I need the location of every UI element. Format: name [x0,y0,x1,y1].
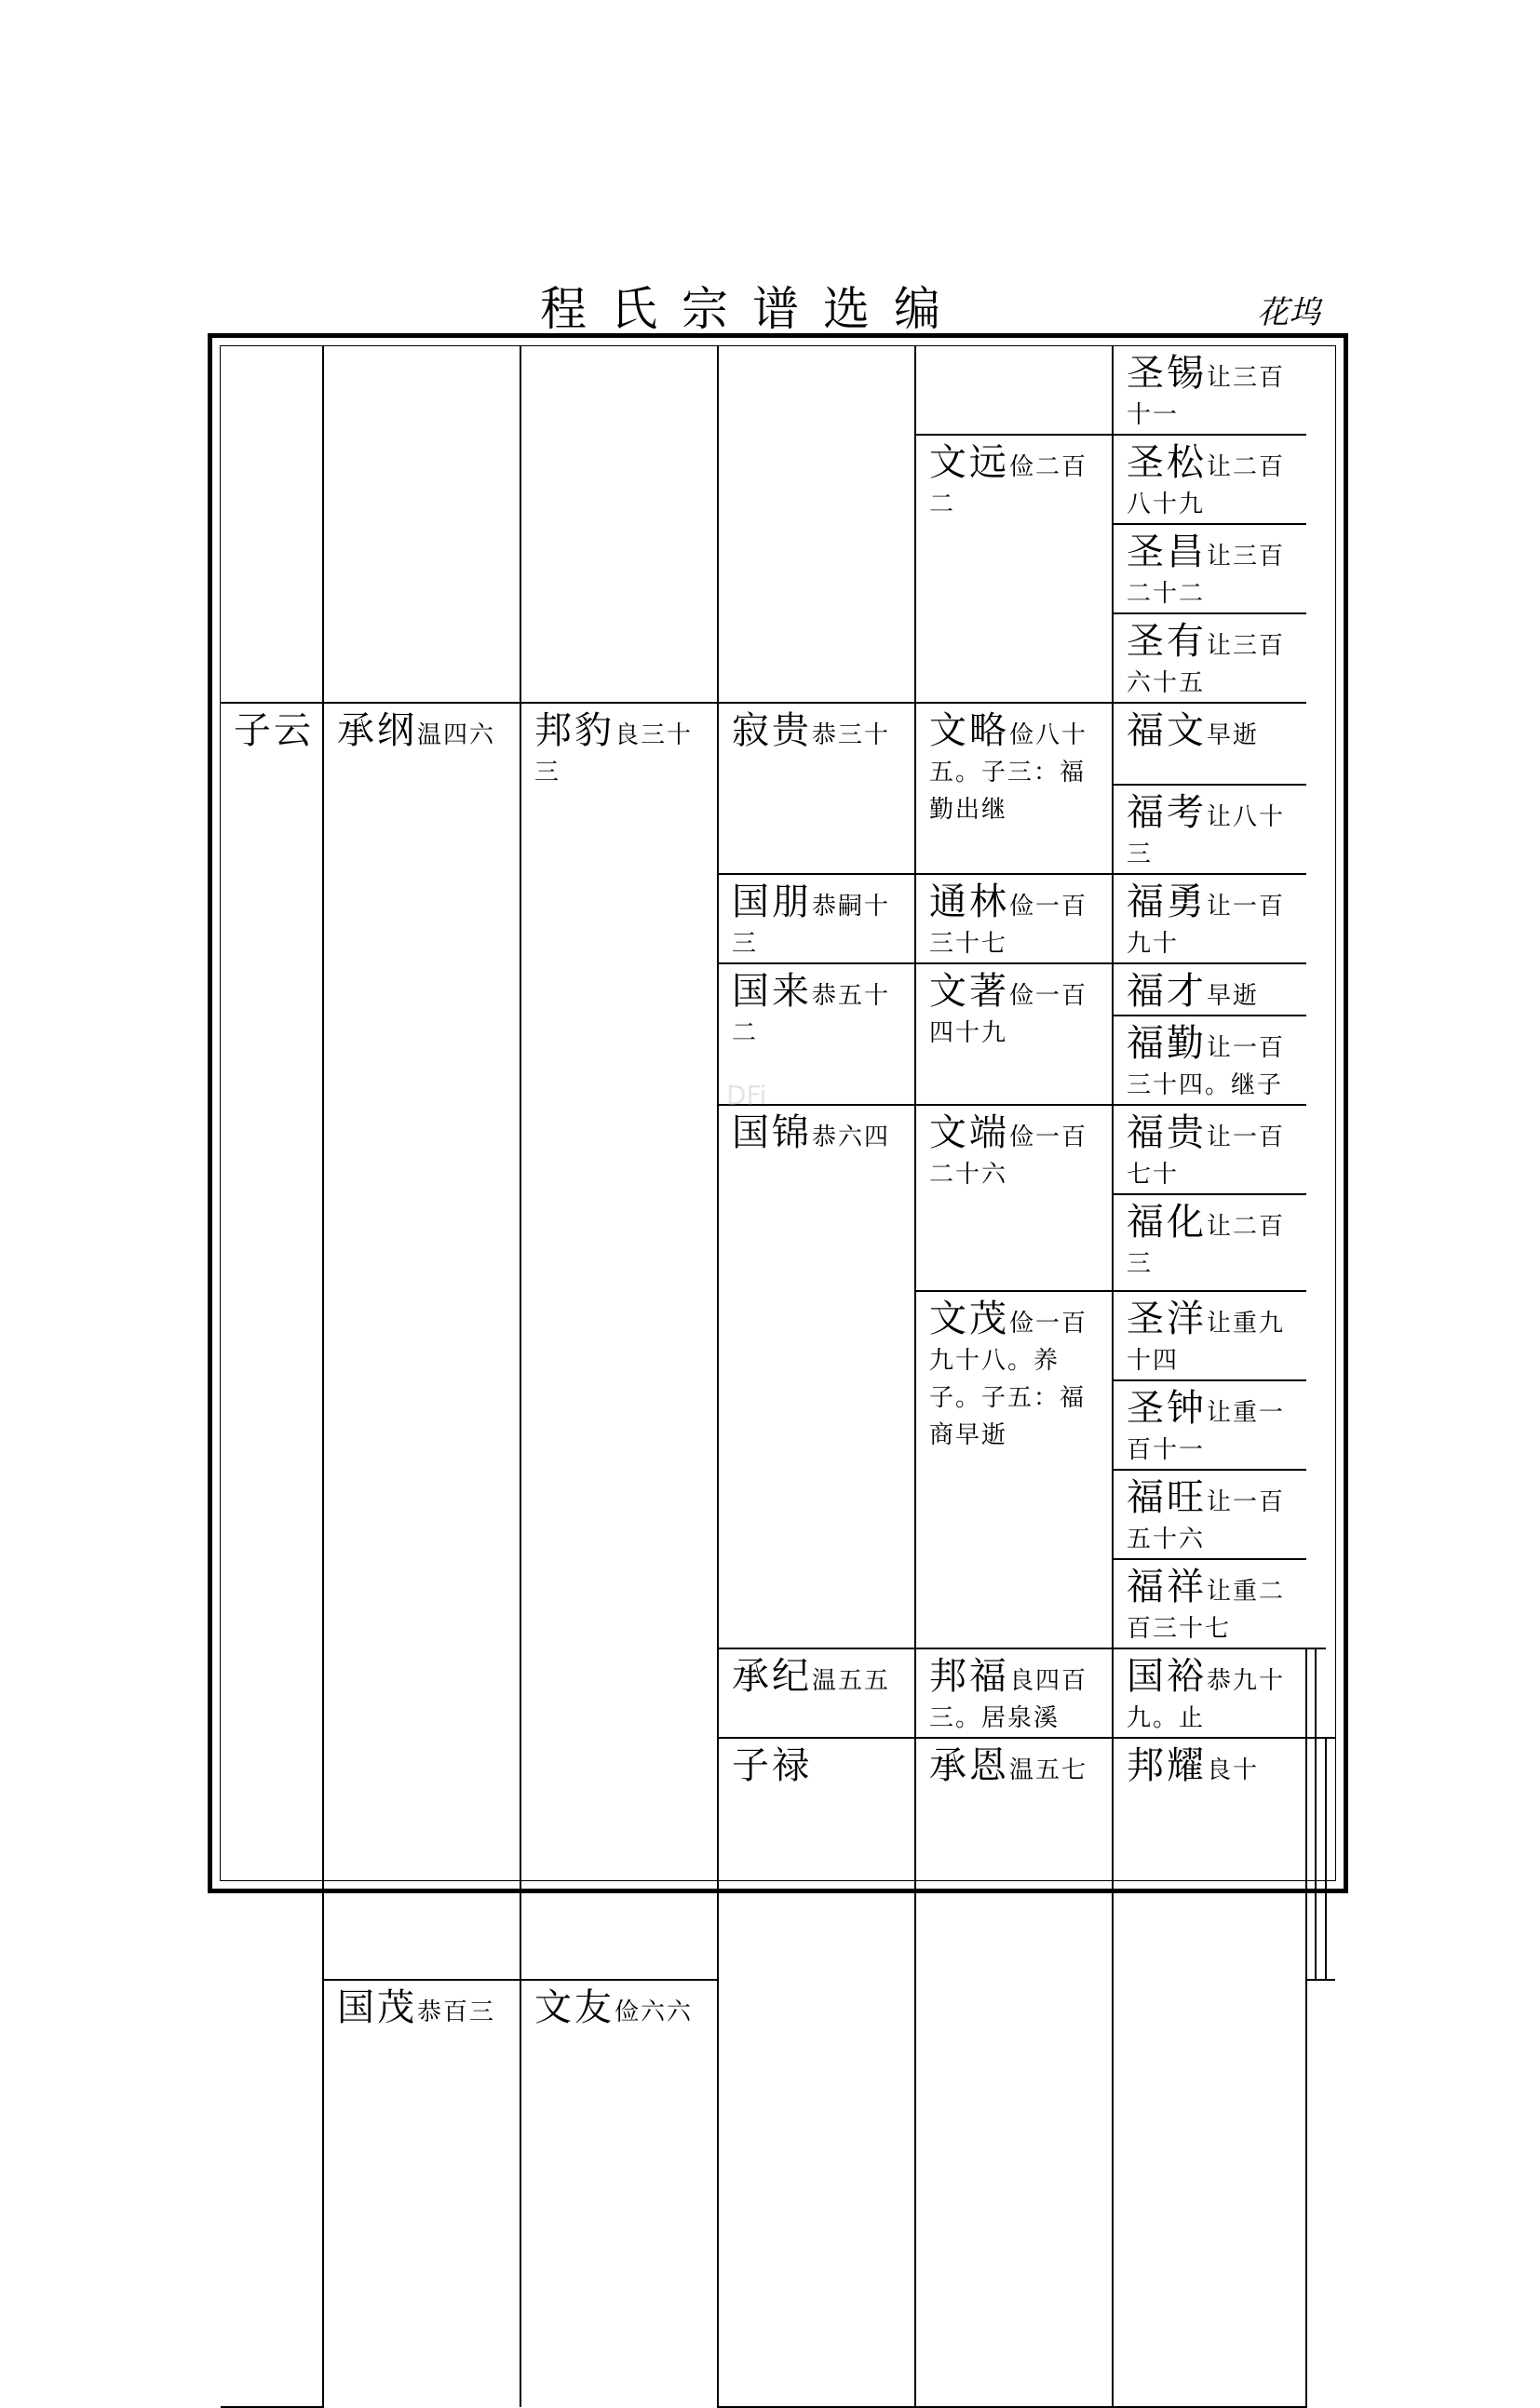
table-cell [1316,1738,1325,1980]
table-cell [718,703,915,874]
person-note: 让二百八十九 [1127,453,1286,518]
person-name: 文友 [534,1986,615,2029]
person-note: 让一百三十四。继子 [1127,1034,1286,1099]
table-cell [221,703,323,2407]
person-name: 福考 [1127,791,1207,834]
table-cell [915,435,1113,703]
table-cell [718,1648,915,1738]
person-note: 让一百九十 [1127,893,1286,958]
person-name: 邦豹 [534,709,615,752]
person-name: 国朋 [732,881,812,923]
table-cell [915,874,1113,963]
person-note: 让一百七十 [1127,1123,1286,1189]
person-name: 福才 [1127,970,1207,1013]
table-cell [520,1980,718,2407]
table-row [221,703,1335,785]
person-name: 福勇 [1127,881,1207,923]
table-cell [1113,1105,1306,1194]
page-title: 程氏宗谱选编 [540,282,965,336]
person-name: 福旺 [1127,1476,1207,1519]
table-cell [1113,346,1306,435]
person-note: 让三百六十五 [1127,632,1286,697]
table-cell [1113,874,1306,963]
table-cell [718,1738,915,2407]
person-name: 福勤 [1127,1022,1207,1065]
person-name: 圣有 [1127,620,1207,663]
genealogy-table-container [220,345,1336,2029]
table-cell [1113,1470,1306,1559]
person-name: 文茂 [929,1298,1009,1340]
person-name: 文著 [929,970,1009,1013]
table-cell [1113,1738,1306,2407]
table-cell [718,346,915,703]
person-name: 寂贵 [732,709,812,752]
table-cell [323,1980,520,2407]
person-name: 国锦 [732,1111,812,1154]
person-note: 俭六六 [615,1998,694,2026]
person-note: 恭百三 [417,1998,496,2026]
person-note: 俭八十五。子三：福勤出继 [929,721,1088,824]
table-cell [1113,703,1306,785]
person-name: 通林 [929,881,1009,923]
person-name: 文略 [929,709,1009,752]
person-name: 子禄 [732,1744,812,1787]
person-name: 圣昌 [1127,531,1207,573]
person-name: 圣钟 [1127,1387,1207,1430]
table-cell [915,1738,1113,2407]
place-name: 花坞 [1257,294,1320,331]
table-cell [1113,435,1306,524]
person-name: 福化 [1127,1201,1207,1244]
table-cell [1113,524,1306,613]
person-note: 让二百三 [1127,1213,1286,1278]
table-cell [1326,1738,1335,1980]
person-name: 承恩 [929,1744,1009,1787]
person-name: 国来 [732,970,812,1013]
person-name: 承纪 [732,1655,812,1698]
person-note: 恭嗣十三 [732,893,891,958]
person-note: 恭九十九。止 [1127,1667,1286,1732]
person-name: 福文 [1127,709,1207,752]
table-cell [1306,1980,1316,2407]
table-cell [1113,1559,1306,1648]
person-note: 恭三十 [812,721,891,749]
table-cell [1113,1380,1306,1470]
person-note: 早逝 [1207,982,1260,1010]
table-cell [1316,1648,1325,1738]
person-note: 俭一百四十九 [929,982,1088,1047]
table-cell [718,874,915,963]
table-cell [915,346,1113,435]
person-note: 让八十三 [1127,803,1286,868]
table-cell [915,703,1113,874]
table-cell [718,1105,915,1648]
person-name: 国裕 [1127,1655,1207,1698]
person-note: 俭一百二十六 [929,1123,1088,1189]
table-cell [520,346,718,703]
person-note: 恭六四 [812,1123,891,1151]
table-cell [1113,1648,1306,1738]
person-note: 温四六 [417,721,496,749]
table-cell [915,963,1113,1105]
table-cell [1113,963,1306,1016]
table-cell [1113,613,1306,703]
person-note: 俭二百二 [929,453,1088,518]
watermark: DFi [726,1080,767,1110]
person-note: 让三百二十二 [1127,543,1286,608]
table-cell [323,703,520,1980]
person-note: 俭一百三十七 [929,893,1088,958]
genealogy-frame [208,333,1348,2029]
person-name: 文端 [929,1111,1009,1154]
table-cell [1113,1016,1306,1105]
person-note: 让重九十四 [1127,1310,1286,1375]
person-note: 良十 [1207,1756,1260,1784]
person-note: 让重二百三十七 [1127,1578,1286,1643]
table-cell [1113,1194,1306,1291]
person-note: 温五七 [1009,1756,1088,1784]
person-name: 邦耀 [1127,1744,1207,1787]
person-note: 良三十三 [534,721,694,787]
person-note: 让重一百十一 [1127,1399,1286,1464]
person-name: 承纲 [337,709,417,752]
table-cell [520,703,718,1980]
table-cell [1113,785,1306,874]
person-note: 良四百三。居泉溪 [929,1667,1088,1732]
table-cell [1306,1738,1316,1980]
person-note: 早逝 [1207,721,1260,749]
person-name: 国茂 [337,1986,417,2029]
table-cell [915,1105,1113,1291]
person-name: 子云 [234,709,314,752]
person-note: 让三百十一 [1127,364,1286,429]
person-name: 圣洋 [1127,1298,1207,1340]
person-name: 福祥 [1127,1566,1207,1608]
table-cell [915,1291,1113,1648]
table-cell [323,346,520,703]
person-name: 圣松 [1127,441,1207,484]
person-name: 文远 [929,441,1009,484]
person-name: 圣锡 [1127,352,1207,395]
person-note: 俭一百九十八。养子。子五：福商早逝 [929,1310,1088,1449]
table-cell [915,1648,1113,1738]
table-cell [1306,1648,1316,1738]
table-cell [1113,1291,1306,1380]
person-name: 福贵 [1127,1111,1207,1154]
table-cell [221,346,323,703]
table-row [221,346,1335,435]
person-note: 温五五 [812,1667,891,1695]
person-name: 邦福 [929,1655,1009,1698]
genealogy-table [221,346,1335,2408]
person-note: 恭五十二 [732,982,891,1047]
person-note: 让一百五十六 [1127,1488,1286,1554]
